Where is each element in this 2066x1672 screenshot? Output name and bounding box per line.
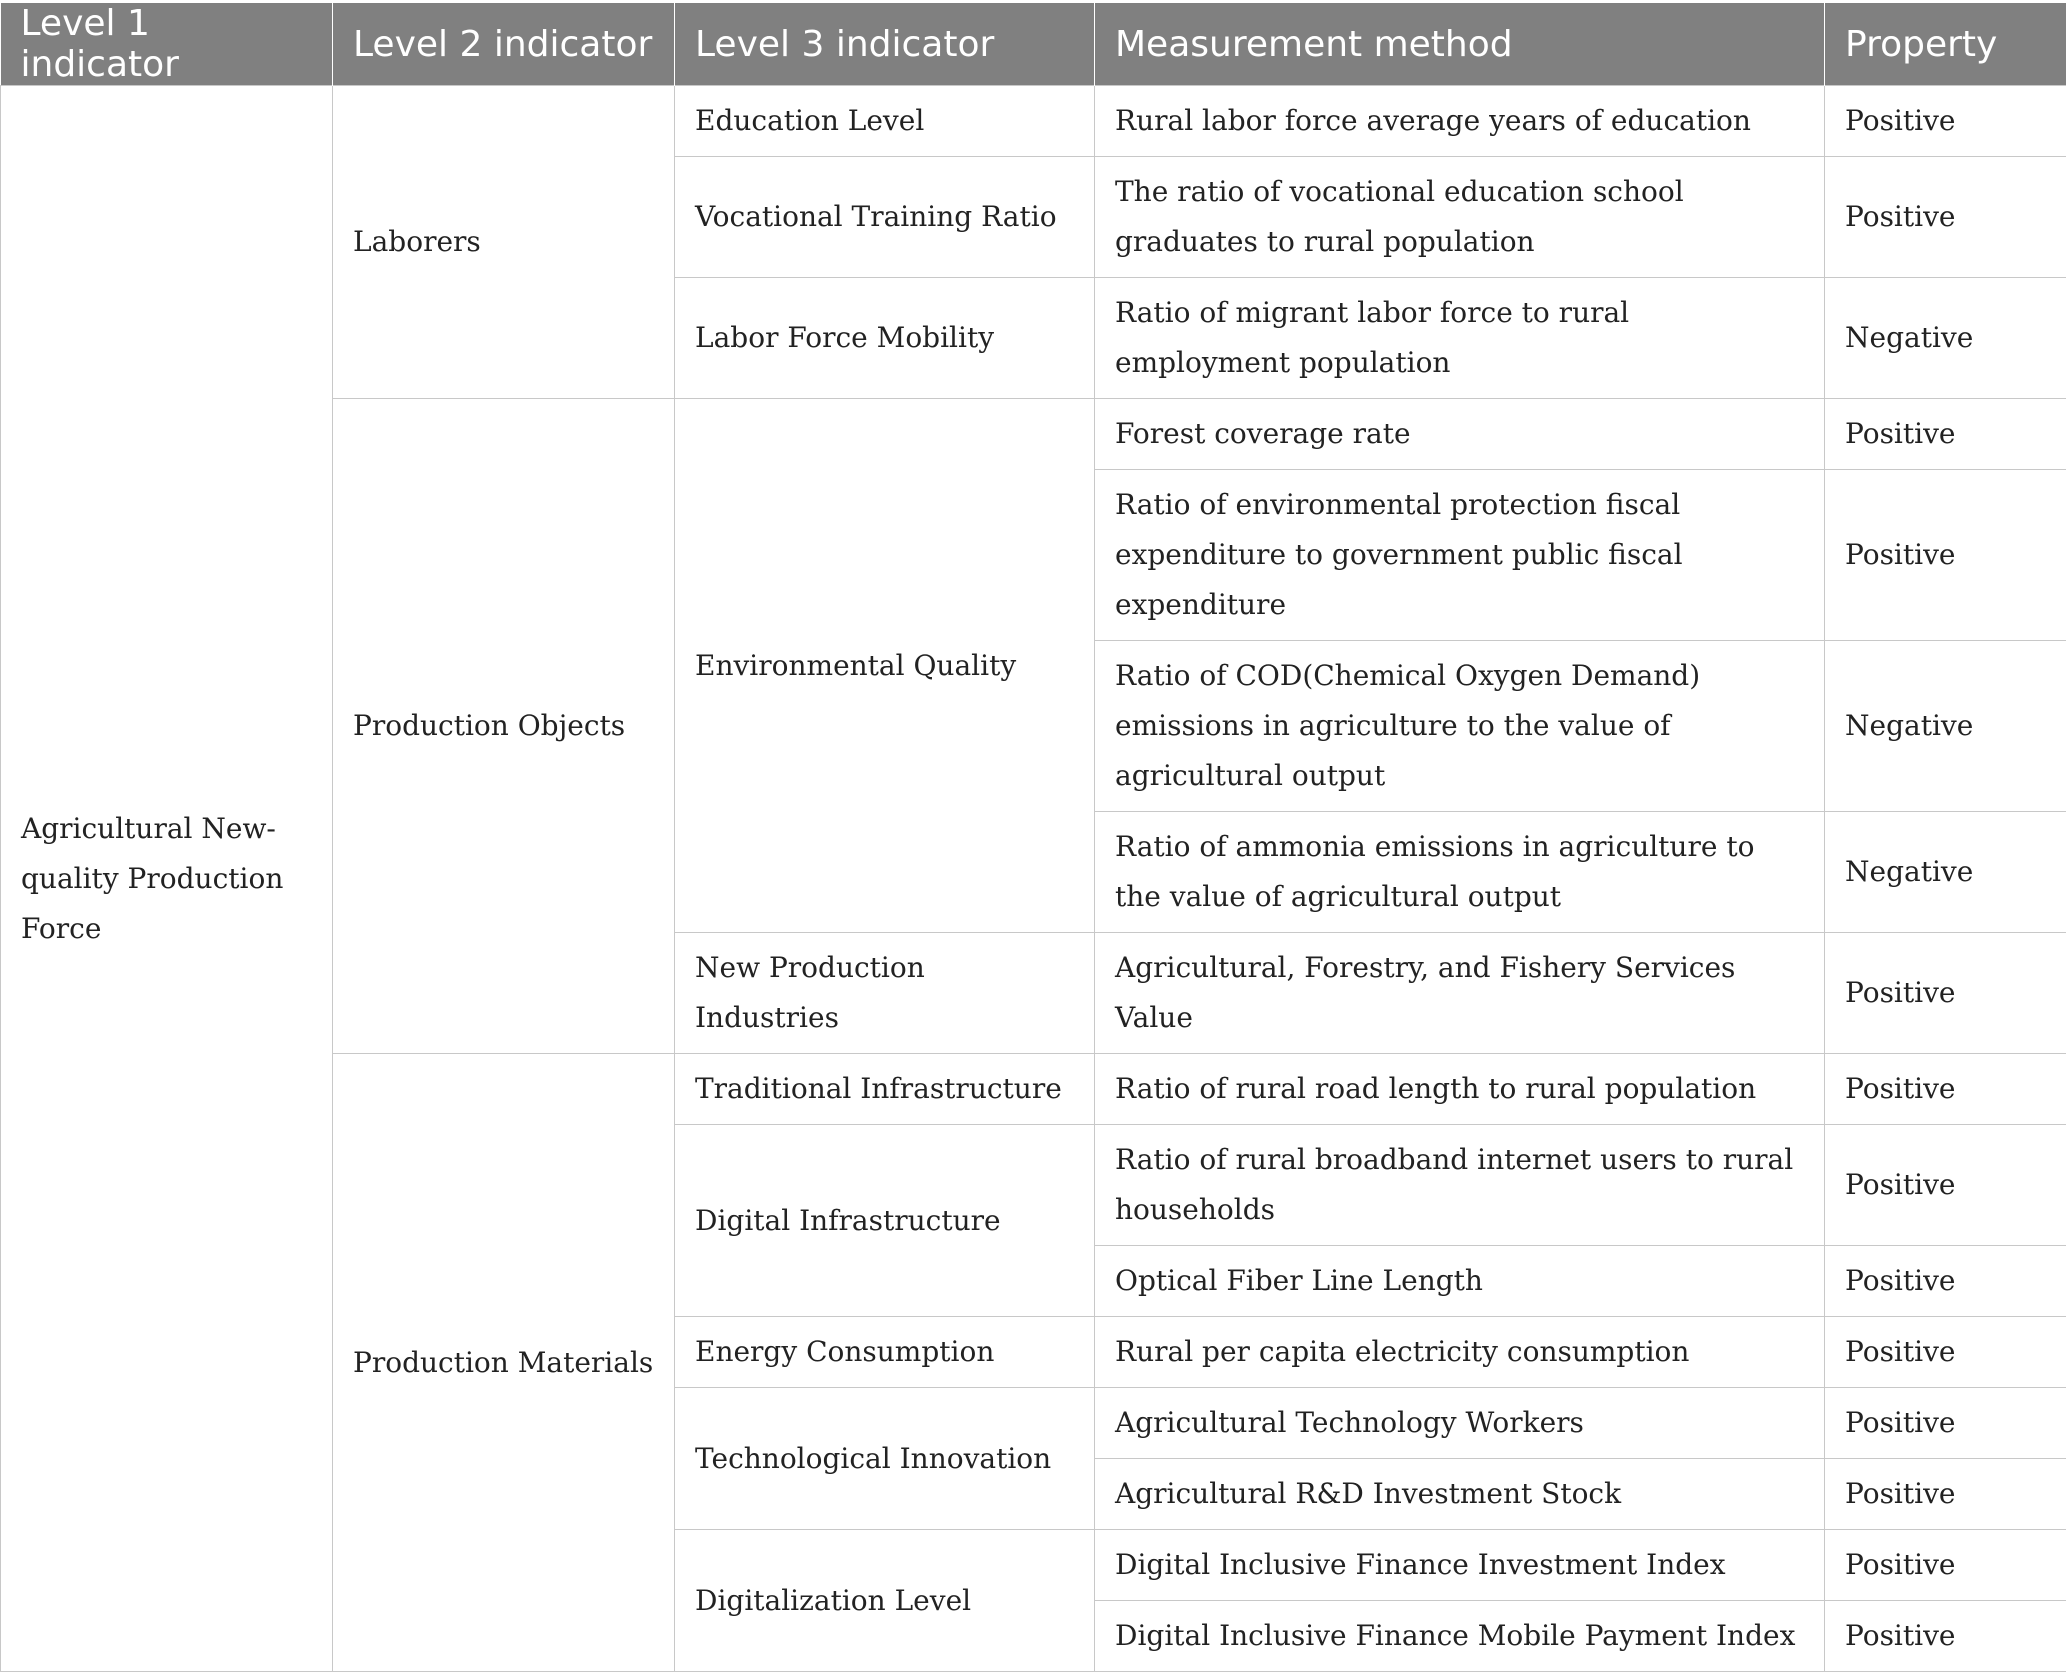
method-cell: Ratio of rural road length to rural population — [1095, 1054, 1825, 1125]
header-level3: Level 3 indicator — [675, 3, 1095, 86]
method-cell: Ratio of migrant labor force to rural employment population — [1095, 278, 1825, 399]
property-cell: Negative — [1825, 812, 2066, 933]
level3-cell: New Production Industries — [675, 933, 1095, 1054]
level3-cell: Energy Consumption — [675, 1317, 1095, 1388]
property-cell: Positive — [1825, 1530, 2066, 1601]
method-cell: Ratio of rural broadband internet users to rural households — [1095, 1125, 1825, 1246]
method-cell: Ratio of COD(Chemical Oxygen Demand) emissions in agriculture to the value of agricultural output — [1095, 641, 1825, 812]
level3-cell: Digitalization Level — [675, 1530, 1095, 1672]
level3-cell: Vocational Training Ratio — [675, 157, 1095, 278]
property-cell: Positive — [1825, 1459, 2066, 1530]
header-method: Measurement method — [1095, 3, 1825, 86]
level3-cell: Digital Infrastructure — [675, 1125, 1095, 1317]
indicator-table — [0, 3, 2066, 1672]
level3-cell: Education Level — [675, 86, 1095, 157]
header-level1: Level 1 indicator — [1, 3, 333, 86]
method-cell: Agricultural R&D Investment Stock — [1095, 1459, 1825, 1530]
method-cell: Ratio of ammonia emissions in agriculture to the value of agricultural output — [1095, 812, 1825, 933]
method-cell: Digital Inclusive Finance Mobile Payment Index — [1095, 1601, 1825, 1672]
level2-cell: Production Materials — [333, 1054, 675, 1672]
property-cell: Positive — [1825, 1317, 2066, 1388]
level3-cell: Labor Force Mobility — [675, 278, 1095, 399]
header-row — [1, 3, 2066, 86]
property-cell: Positive — [1825, 157, 2066, 278]
property-cell: Positive — [1825, 1388, 2066, 1459]
level2-cell: Laborers — [333, 86, 675, 399]
property-cell: Positive — [1825, 86, 2066, 157]
method-cell: Agricultural, Forestry, and Fishery Services Value — [1095, 933, 1825, 1054]
level3-cell: Traditional Infrastructure — [675, 1054, 1095, 1125]
method-cell: Rural labor force average years of education — [1095, 86, 1825, 157]
property-cell: Negative — [1825, 641, 2066, 812]
method-cell: The ratio of vocational education school graduates to rural population — [1095, 157, 1825, 278]
header-level2: Level 2 indicator — [333, 3, 675, 86]
property-cell: Positive — [1825, 399, 2066, 470]
property-cell: Positive — [1825, 1246, 2066, 1317]
header-property: Property — [1825, 3, 2066, 86]
level2-cell: Production Objects — [333, 399, 675, 1054]
method-cell: Rural per capita electricity consumption — [1095, 1317, 1825, 1388]
level1-cell: Agricultural New-quality Production Force — [1, 86, 333, 1672]
method-cell: Optical Fiber Line Length — [1095, 1246, 1825, 1317]
property-cell: Positive — [1825, 470, 2066, 641]
property-cell: Positive — [1825, 1054, 2066, 1125]
method-cell: Ratio of environmental protection fiscal expenditure to government public fiscal expenditure — [1095, 470, 1825, 641]
table-row — [1, 86, 2066, 157]
property-cell: Positive — [1825, 933, 2066, 1054]
level3-cell: Environmental Quality — [675, 399, 1095, 933]
level3-cell: Technological Innovation — [675, 1388, 1095, 1530]
property-cell: Negative — [1825, 278, 2066, 399]
method-cell: Agricultural Technology Workers — [1095, 1388, 1825, 1459]
method-cell: Digital Inclusive Finance Investment Index — [1095, 1530, 1825, 1601]
method-cell: Forest coverage rate — [1095, 399, 1825, 470]
property-cell: Positive — [1825, 1601, 2066, 1672]
property-cell: Positive — [1825, 1125, 2066, 1246]
